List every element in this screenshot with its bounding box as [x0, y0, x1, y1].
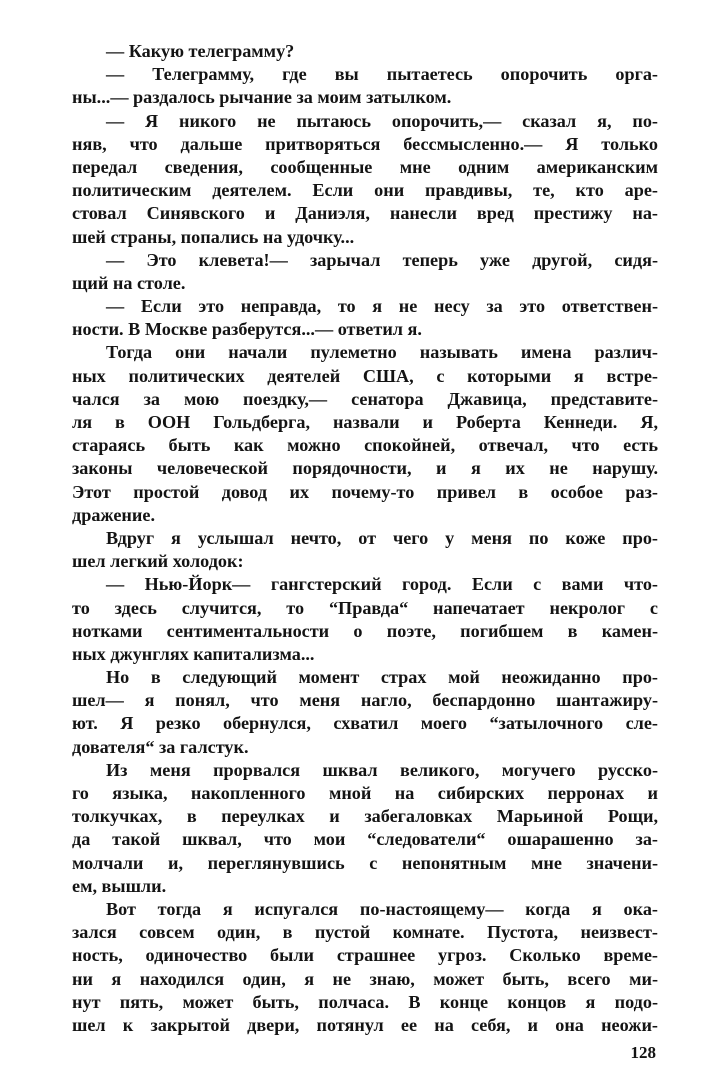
text-line: — Телеграмму, где вы пытаетесь опорочить орга-	[106, 64, 658, 85]
text-line: шел— я понял, что меня нагло, беспардонно шантажиру-	[72, 690, 658, 711]
text-line: шей страны, попались на удочку...	[72, 226, 355, 247]
text-line: щий на столе.	[72, 272, 186, 293]
text-line: дражение.	[72, 504, 156, 525]
text-line: — Какую телеграмму?	[106, 41, 295, 61]
text-line: ни я находился один, я не знаю, может быть, всего ми-	[72, 968, 658, 989]
text-line: да такой шквал, что мои “следователи“ ошарашенно за-	[72, 829, 658, 850]
text-line: — Я никого не пытаюсь опорочить,— сказал я, по-	[106, 110, 658, 131]
text-line: Но в следующий момент страх мой неожиданно про-	[106, 667, 658, 688]
text-line: го языка, накопленного мной на сибирских перронах и	[72, 783, 658, 803]
text-line: молчали и, переглянувшись с непонятным мне значени-	[72, 852, 658, 873]
text-line: ности. В Москве разберутся...— ответил я.	[72, 319, 422, 340]
text-line: стараясь быть как можно спокойней, отвечал, что есть	[72, 435, 658, 456]
text-line: Вдруг я услышал нечто, от чего у меня по коже про-	[106, 527, 658, 548]
body-text	[72, 40, 658, 1037]
text-line: ем, вышли.	[72, 875, 167, 896]
text-line: то здесь случится, то “Правда“ напечатает некролог с	[72, 597, 658, 618]
text-line: ность, одиночество были страшнее угроз. Сколько време-	[72, 945, 658, 966]
text-line: чался за мою поездку,— сенатора Джавица, представите-	[72, 388, 658, 409]
text-line: ют. Я резко обернулся, схватил моего “затылочного сле-	[72, 713, 658, 734]
text-line: Тогда они начали пулеметно называть имена различ-	[106, 342, 658, 363]
text-line: Вот тогда я испугался по-настоящему— когда я ока-	[106, 898, 658, 919]
text-line: няв, что дальше притворяться бессмысленно.— Я только	[72, 133, 658, 154]
text-line: передал сведения, сообщенные мне одним американским	[72, 156, 658, 177]
text-line: зался совсем один, в пустой комнате. Пустота, неизвест-	[72, 922, 658, 943]
text-line: нут пять, может быть, полчаса. В конце концов я подо-	[72, 991, 658, 1012]
text-line: ных джунглях капитализма...	[72, 643, 315, 664]
text-line: Этот простой довод их почему-то привел в особое раз-	[72, 481, 658, 502]
text-line: шел к закрытой двери, потянул ее на себя, и она неожи-	[72, 1014, 658, 1035]
text-line: законы человеческой порядочности, и я их не нарушу.	[72, 458, 658, 479]
text-line: нотками сентиментальности о поэте, погибшем в камен-	[72, 620, 658, 641]
text-line: — Нью-Йорк— гангстерский город. Если с вами что-	[106, 574, 658, 595]
text-line: — Это клевета!— зарычал теперь уже другой, сидя-	[106, 249, 658, 270]
text-line: ля в ООН Гольдберга, назвали и Роберта Кеннеди. Я,	[72, 412, 658, 432]
text-line: дователя“ за галстук.	[72, 736, 249, 757]
text-line: шел легкий холодок:	[72, 551, 244, 572]
text-line: политическим деятелем. Если они правдивы, те, кто аре-	[72, 180, 658, 201]
text-line: Из меня прорвался шквал великого, могучего русско-	[106, 759, 658, 780]
page-number: 128	[630, 1043, 656, 1062]
text-line: ны...— раздалось рычание за моим затылком.	[72, 87, 452, 108]
text-line: толкучках, в переулках и забегаловках Марьиной Рощи,	[72, 806, 658, 827]
text-line: — Если это неправда, то я не несу за это ответствен-	[106, 296, 658, 317]
text-line: ных политических деятелей США, с которыми я встре-	[72, 365, 658, 386]
text-line: стовал Синявского и Даниэля, нанесли вред престижу на-	[72, 203, 658, 224]
